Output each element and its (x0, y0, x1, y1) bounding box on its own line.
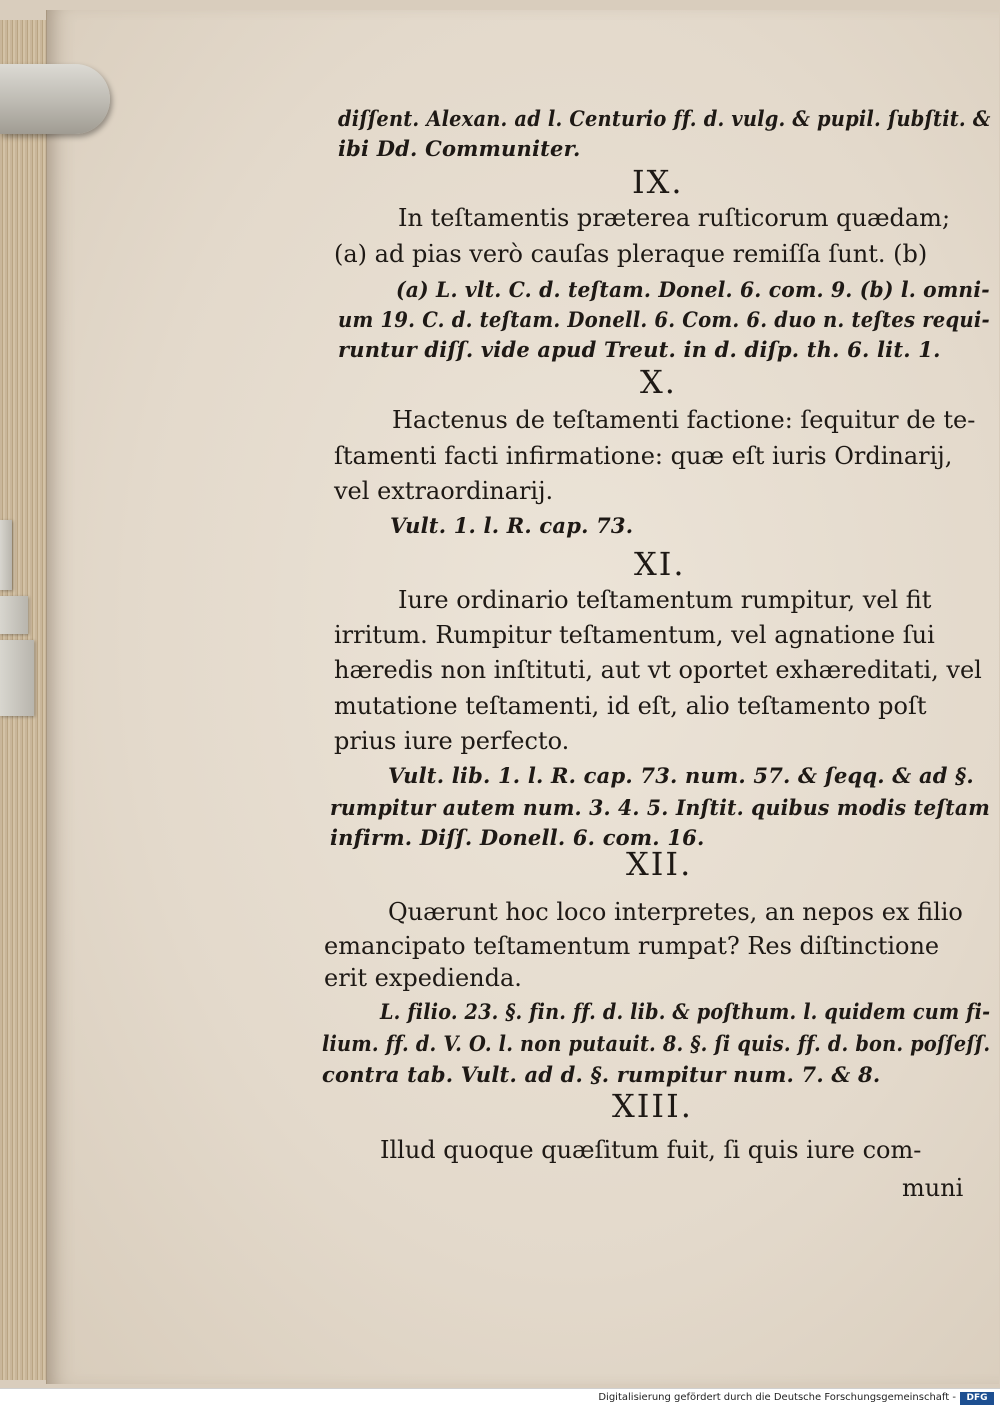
page-tab-top (0, 520, 12, 590)
footnote-line: (a) L. vlt. C. d. teſtam. Donel. 6. com. 9. (b) l. omni- (396, 277, 990, 302)
text-line: erit expedienda. (324, 964, 522, 992)
text-line: diſſent. Alexan. ad l. Centurio ff. d. vulg. & pupil. ſubſtit. & (338, 106, 991, 131)
text-line: prius iure perfecto. (334, 727, 570, 755)
text-line: vel extraordinarij. (334, 477, 554, 505)
text-line: Iure ordinario teſtamentum rumpitur, vel fit (398, 586, 932, 614)
section-heading: XII. (626, 845, 693, 883)
text-line: ſtamenti facti infirmatione: quæ eſt iuris Ordinarij, (334, 442, 953, 470)
text-line: Hactenus de teſtamenti factione: ſequitur de te- (392, 406, 976, 434)
section-heading: IX. (632, 163, 684, 201)
text-line: ibi Dd. Communiter. (338, 136, 581, 161)
page-tab-middle (0, 596, 28, 634)
citation-line: rumpitur autem num. 3. 4. 5. Inſtit. quibus modis teſtam (330, 795, 990, 820)
citation-line: L. filio. 23. §. fin. ff. d. lib. & poſthum. l. quidem cum fi- (380, 999, 991, 1024)
text-line: emancipato teſtamentum rumpat? Res diſtinctione (324, 932, 940, 960)
section-heading: XIII. (612, 1087, 693, 1125)
text-line: Quærunt hoc loco interpretes, an nepos ex filio (388, 898, 963, 926)
citation-line: infirm. Diſſ. Donell. 6. com. 16. (330, 825, 705, 850)
text-line: In teſtamentis præterea ruſticorum quædam; (398, 204, 951, 232)
page-clip (0, 64, 110, 134)
footnote-line: runtur diſſ. vide apud Treut. in d. diſp. th. 6. lit. 1. (338, 337, 941, 362)
funding-credit: Digitalisierung gefördert durch die Deutsche Forschungsgemeinschaft - (598, 1392, 956, 1403)
section-heading: X. (640, 363, 677, 401)
citation-line: lium. ff. d. V. O. l. non putauit. 8. §. ſi quis. ff. d. bon. poſſeſſ. (322, 1031, 991, 1056)
text-line: mutatione teſtamenti, id eſt, alio teſtamento poſt (334, 692, 927, 720)
text-line: hæredis non inſtituti, aut vt oportet exhæreditati, vel (334, 656, 982, 684)
footer-bar (0, 1388, 1000, 1409)
text-line: muni (902, 1174, 964, 1202)
dfg-logo: DFG (960, 1392, 994, 1405)
page-tab-bottom (0, 640, 34, 716)
text-line: irritum. Rumpitur teſtamentum, vel agnatione ſui (334, 621, 935, 649)
citation-line: Vult. lib. 1. l. R. cap. 73. num. 57. & ſeqq. & ad §. (388, 763, 974, 788)
text-line: (a) ad pias verò cauſas pleraque remiſſa ſunt. (b) (334, 240, 928, 268)
section-heading: XI. (634, 545, 686, 583)
text-line: Illud quoque quæſitum fuit, ſi quis iure com- (380, 1136, 922, 1164)
footnote-line: um 19. C. d. teſtam. Donell. 6. Com. 6. duo n. teſtes requi- (338, 307, 990, 332)
citation-line: contra tab. Vult. ad d. §. rumpitur num. 7. & 8. (322, 1062, 881, 1087)
citation-line: Vult. 1. l. R. cap. 73. (390, 513, 634, 538)
